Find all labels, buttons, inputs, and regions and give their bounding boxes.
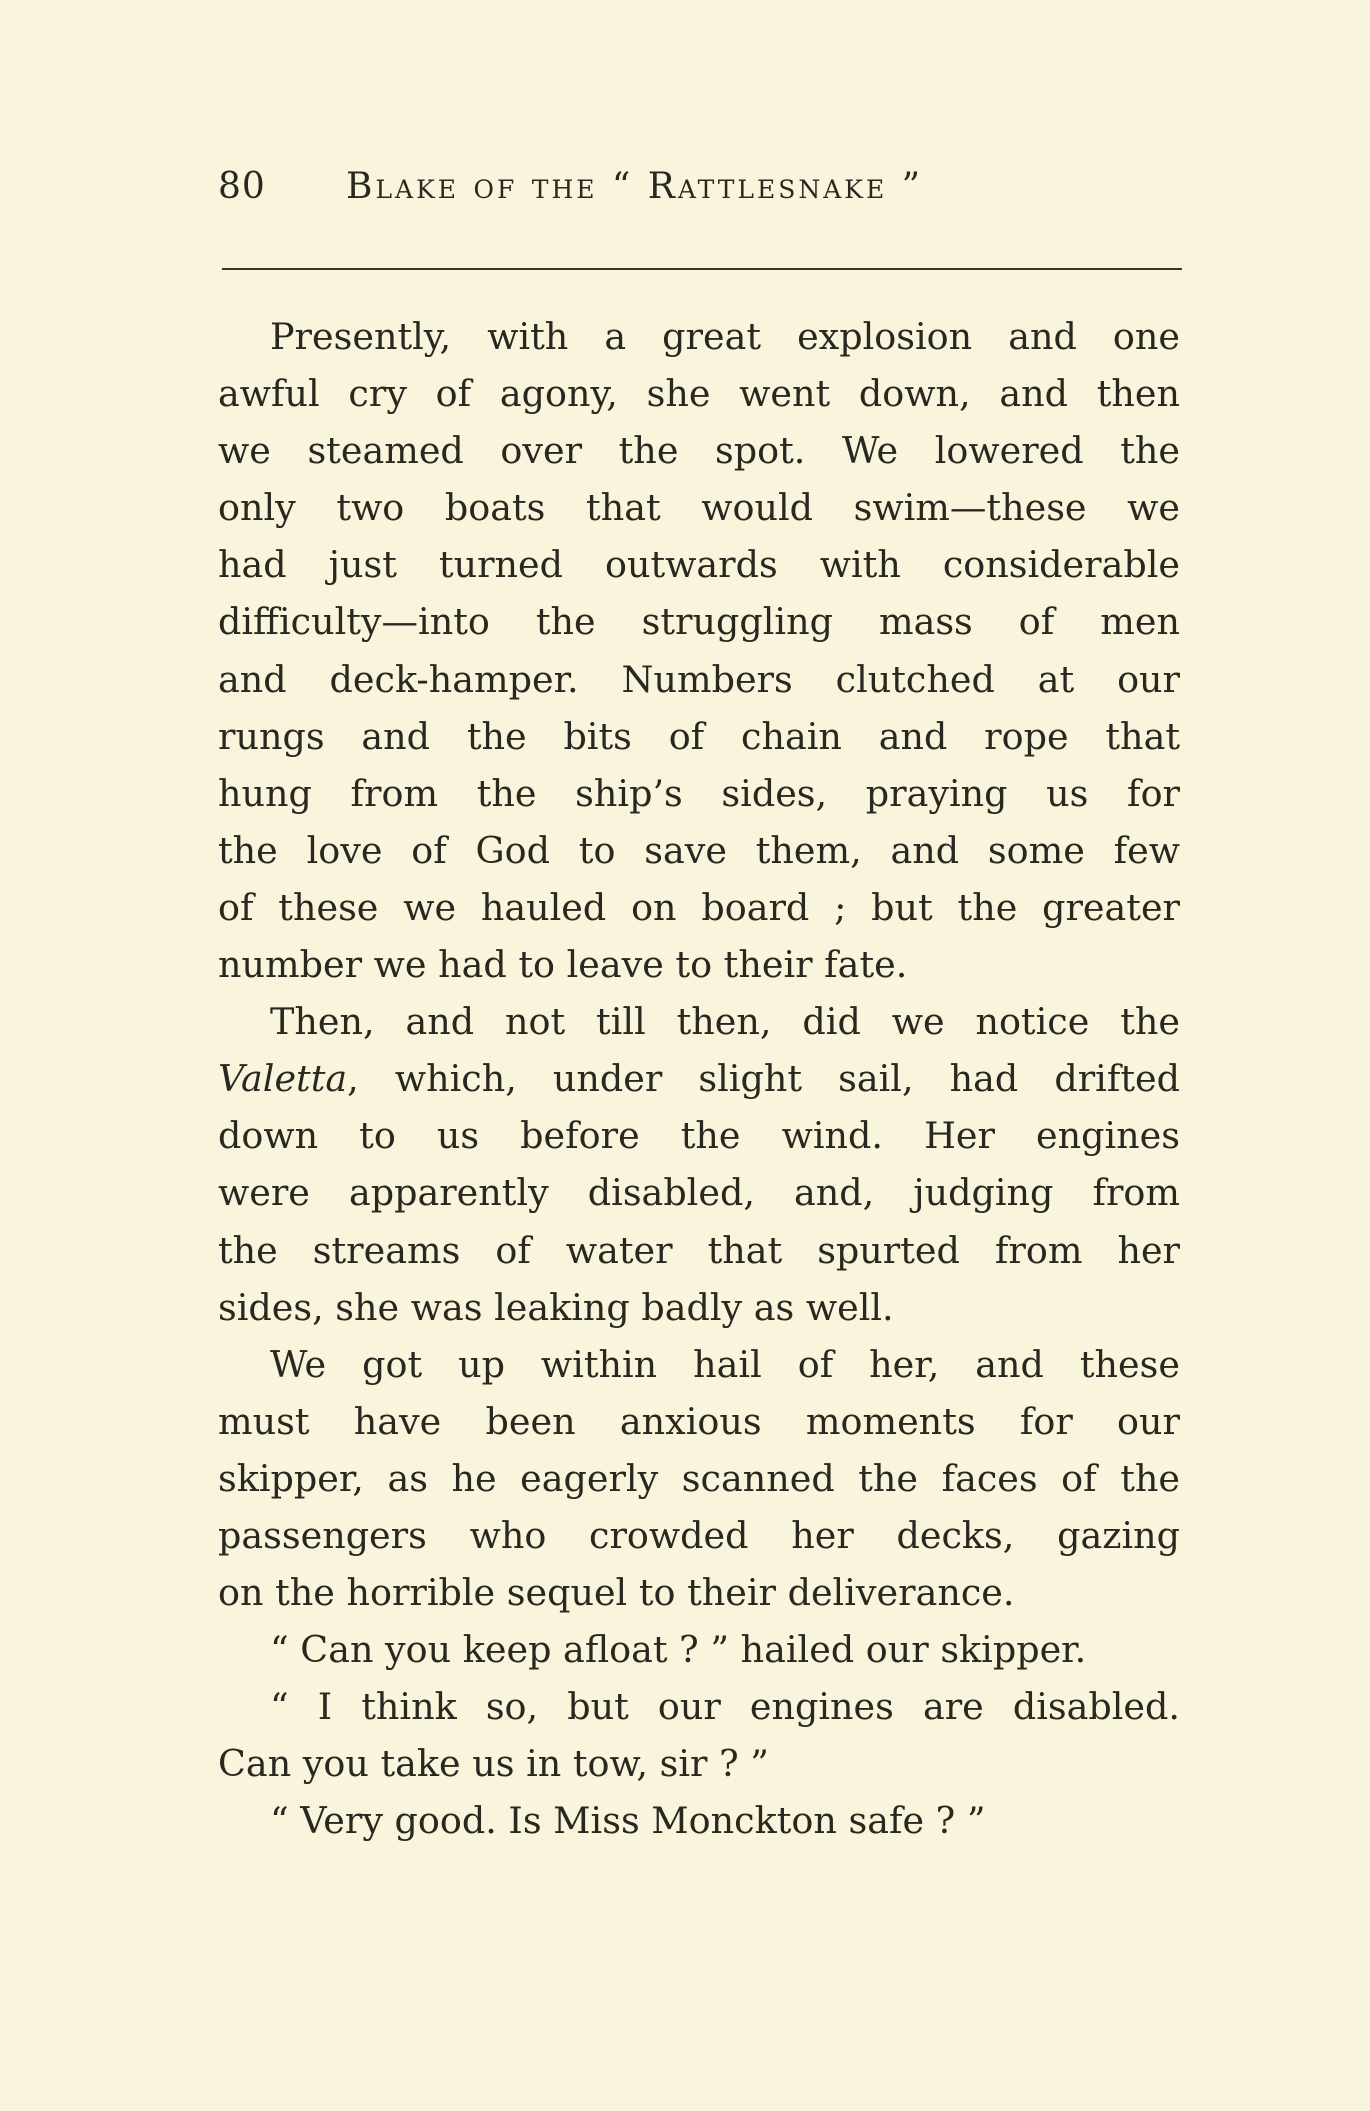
text-line: down to us before the wind. Her engines: [218, 1114, 1180, 1158]
page-number: 80: [218, 166, 266, 207]
text-line-rest: , which, under slight sail, had drifted: [347, 1057, 1180, 1101]
header-rule: [222, 268, 1182, 270]
text-line: had just turned outwards with considerable: [218, 543, 1180, 587]
text-line: rungs and the bits of chain and rope that: [218, 714, 1180, 758]
text-line: of these we hauled on board ; but the greater: [218, 885, 1180, 929]
text-line: the streams of water that spurted from her: [218, 1228, 1180, 1272]
ship-name: Valetta: [218, 1057, 348, 1101]
text-line: and deck-hamper. Numbers clutched at our: [218, 657, 1180, 701]
text-line: we steamed over the spot. We lowered the: [218, 429, 1180, 473]
text-line: hung from the ship’s sides, praying us for: [218, 771, 1180, 815]
text-line: number we had to leave to their fate.: [218, 943, 908, 987]
text-line: on the horrible sequel to their deliverance.: [218, 1571, 1015, 1615]
text-line: only two boats that would swim—these we: [218, 486, 1180, 530]
text-line: difficulty—into the struggling mass of men: [218, 600, 1180, 644]
running-head: Blake of the “ Rattlesnake ”: [346, 166, 924, 207]
text-line: Can you take us in tow, sir ? ”: [218, 1742, 769, 1786]
text-line: “ Can you keep afloat ? ” hailed our skipper.: [270, 1628, 1087, 1672]
text-line: “ I think so, but our engines are disabled.: [270, 1685, 1180, 1729]
text-line: passengers who crowded her decks, gazing: [218, 1513, 1180, 1557]
text-line: Presently, with a great explosion and one: [270, 315, 1180, 358]
text-line: Then, and not till then, did we notice the: [270, 1000, 1180, 1044]
text-line: skipper, as he eagerly scanned the faces of the: [218, 1456, 1180, 1500]
body-text: [218, 308, 1180, 1850]
text-line: We got up within hail of her, and these: [270, 1342, 1180, 1386]
text-line: were apparently disabled, and, judging from: [218, 1171, 1180, 1215]
text-line: [218, 1050, 1180, 1107]
text-line: the love of God to save them, and some few: [218, 828, 1180, 872]
text-line: “ Very good. Is Miss Monckton safe ? ”: [270, 1799, 986, 1843]
text-line: awful cry of agony, she went down, and then: [218, 372, 1180, 416]
text-line: sides, she was leaking badly as well.: [218, 1285, 894, 1329]
page-header: [218, 166, 1178, 226]
text-line: must have been anxious moments for our: [218, 1399, 1180, 1443]
